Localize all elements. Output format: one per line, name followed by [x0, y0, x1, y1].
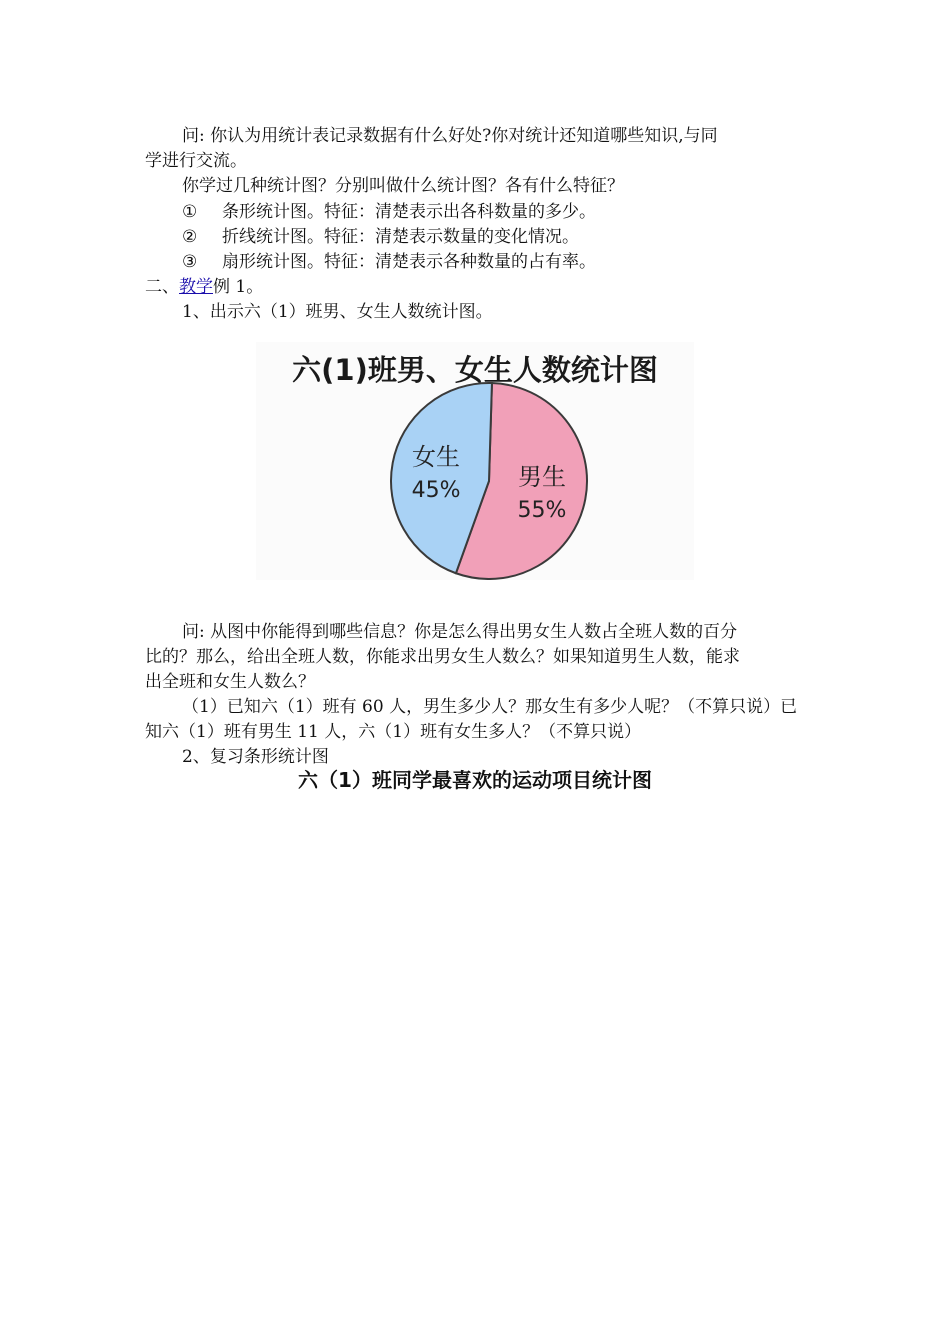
pie-slice-label-1: 男生	[517, 463, 566, 492]
question-3-line-2: 比的？那么，给出全班人数，你能求出男女生人数么？如果知道男生人数，能求	[145, 647, 740, 667]
bar-chart-heading: 六（1）班同学最喜欢的运动项目统计图	[298, 768, 652, 792]
pie-slice-label-2: 女生	[412, 442, 461, 471]
list-item-1-text: 条形统计图。特征：清楚表示出各科数量的多少。	[222, 202, 596, 222]
question-3-line-3: 出全班和女生人数么？	[145, 672, 315, 692]
chart-title: 六(1)班男、女生人数统计图	[292, 353, 658, 387]
question-4-line-2: 知六（1）班有男生 11 人，六（1）班有女生多人？（不算只说）	[145, 722, 642, 742]
list-item-2-number: ②	[182, 227, 198, 247]
pie-chart	[256, 342, 694, 580]
pie-slice-value-2: 45%	[411, 477, 461, 503]
question-1-line-2: 学进行交流。	[145, 151, 247, 171]
list-item-2-text: 折线统计图。特征：清楚表示数量的变化情况。	[222, 227, 579, 247]
section-2-suffix: 例 1。	[213, 277, 264, 297]
pie-chart-svg	[256, 342, 694, 580]
question-1-line-1: 问: 你认为用统计表记录数据有什么好处?你对统计还知道哪些知识,与同	[182, 126, 718, 146]
list-item-3-number: ③	[182, 252, 198, 272]
pie-slice-value-1: 55%	[517, 498, 567, 524]
step-2: 2、复习条形统计图	[182, 747, 329, 767]
step-1: 1、出示六（1）班男、女生人数统计图。	[182, 302, 493, 322]
section-2-prefix: 二、	[145, 277, 179, 297]
list-item-1-number: ①	[182, 202, 198, 222]
teaching-link[interactable]: 教学	[179, 277, 213, 297]
question-3-line-1: 问: 从图中你能得到哪些信息？你是怎么得出男女生人数占全班人数的百分	[182, 622, 738, 642]
list-item-3-text: 扇形统计图。特征：清楚表示各种数量的占有率。	[222, 252, 596, 272]
section-2-heading	[145, 275, 263, 299]
question-4-line-1: （1）已知六（1）班有 60 人，男生多少人？那女生有多少人呢？（不算只说）已	[182, 697, 798, 717]
question-2: 你学过几种统计图？分别叫做什么统计图？各有什么特征？	[182, 176, 624, 196]
pie-slices	[391, 383, 587, 579]
